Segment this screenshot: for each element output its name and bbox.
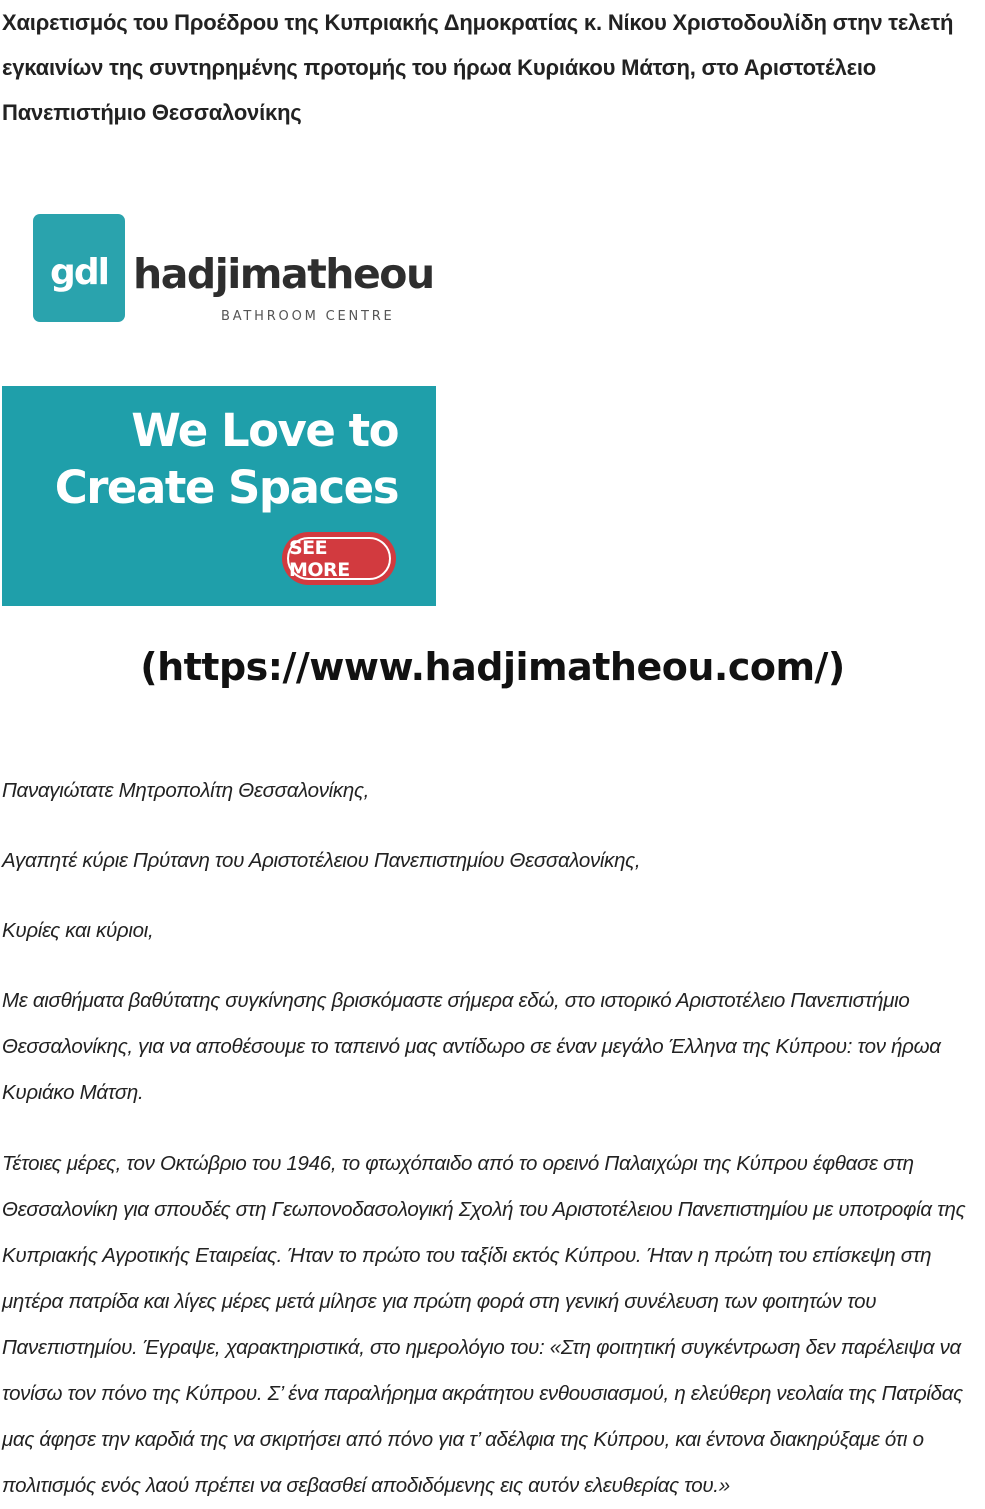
see-more-label: SEE MORE: [287, 537, 391, 580]
advertiser-logo[interactable]: [33, 212, 434, 332]
banner-headline: [55, 402, 398, 516]
salutation-metropolitan: Παναγιώτατε Μητροπολίτη Θεσσαλονίκης,: [2, 779, 370, 802]
logo-name: hadjimatheou: [133, 250, 434, 298]
ad-banner[interactable]: [2, 386, 436, 606]
article-paragraph: Με αισθήματα βαθύτατης συγκίνησης βρισκόμαστε σήμερα εδώ, στο ιστορικό Αριστοτέλειο Πανεπιστήμιο Θεσσαλονίκης, για να αποθέσουμε το ταπεινό μας αντίδωρο σε έναν μεγάλο Έλληνα της Κύπρου: τον ήρωα Κυριάκο Μάτση.: [2, 989, 941, 1104]
banner-line-1: We Love to: [131, 404, 398, 457]
see-more-button[interactable]: [282, 532, 396, 585]
article-paragraph: Τέτοιες μέρες, τον Οκτώβριο του 1946, το φτωχόπαιδο από το ορεινό Παλαιχώρι της Κύπρου έφθασε στη Θεσσαλονίκη για σπουδές στη Γεωπονοδασολογική Σχολή του Αριστοτέλειου Πανεπιστημίου με υποτροφία της Κυπριακής Αγροτικής Εταιρείας. Ήταν το πρώτο του ταξίδι εκτός Κύπρου. Ήταν η πρώτη του επίσκεψη στη μητέρα πατρίδα και λίγες μέρες μετά μίλησε για πρώτη φορά στη γενική συνέλευση των φοιτητών του Πανεπιστημίου. Έγραψε, χαρακτηριστικά, στο ημερολόγιο του: «Στη φοιτητική συγκέντρωση δεν παρέλειψα να τονίσω τον πόνο της Κύπρου. Σ’ ένα παραλήρημα ακράτητου ενθουσιασμού, η ελεύθερη νεολαία της Πατρίδας μας άφησε την καρδιά της να σκιρτήσει από πόνο για τ’ αδέλφια της Κύπρου, και έντονα διακηρύξαμε ότι ο πολιτισμός ενός λαού πρέπει να σεβασθεί αποδιδόμενης εις αυτόν ελευθερίας του.»: [2, 1152, 966, 1497]
salutation-audience: Κυρίες και κύριοι,: [2, 919, 154, 942]
banner-line-2: Create Spaces: [54, 461, 398, 514]
salutation-rector: Αγαπητέ κύριε Πρύτανη του Αριστοτέλειου Πανεπιστημίου Θεσσαλονίκης,: [2, 849, 641, 872]
article-title: Χαιρετισμός του Προέδρου της Κυπριακής Δημοκρατίας κ. Νίκου Χριστοδουλίδη στην τελετή εγκαινίων της συντηρημένης προτομής του ήρωα Κυριάκου Μάτση, στο Αριστοτέλειο Πανεπιστήμιο Θεσσαλονίκης: [2, 10, 954, 125]
logo-mark: [33, 214, 125, 322]
advertiser-url-link[interactable]: (https://www.hadjimatheou.com/): [140, 645, 845, 689]
logo-subtitle: BATHROOM CENTRE: [221, 309, 395, 324]
logo-mark-text: gdl: [50, 251, 108, 293]
